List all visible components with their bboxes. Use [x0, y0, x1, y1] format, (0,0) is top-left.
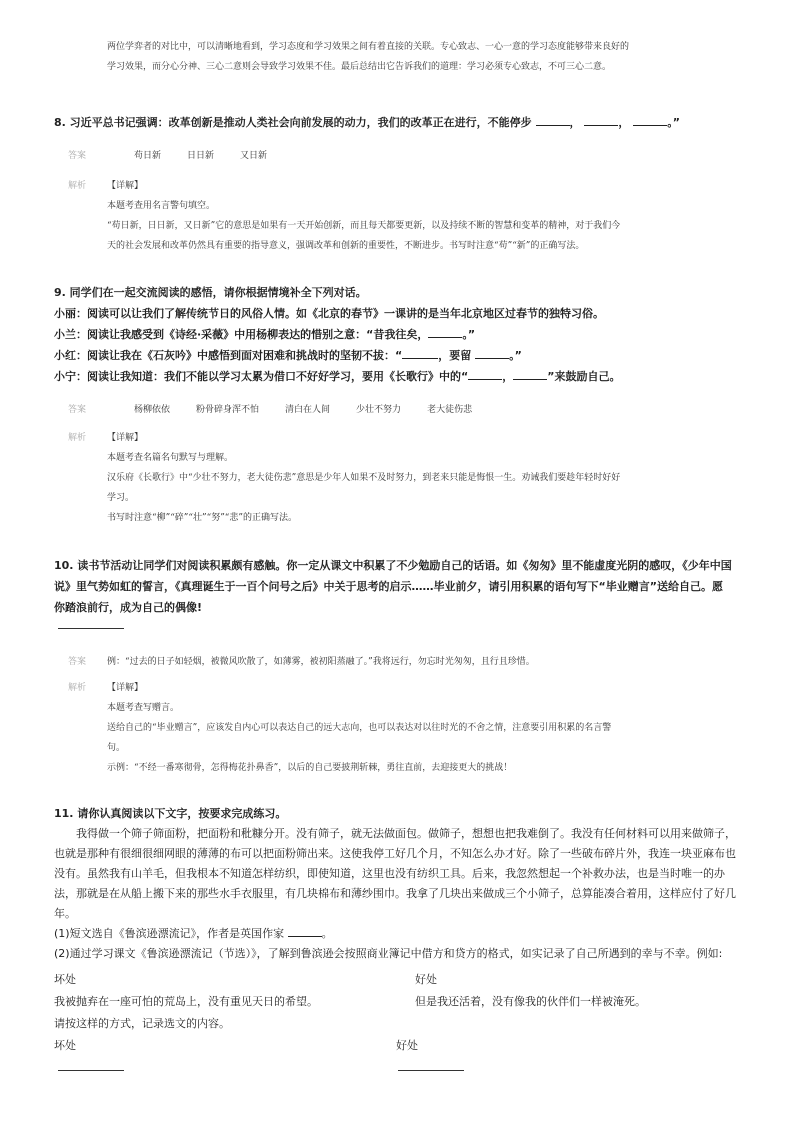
answer-line-bad[interactable]: [58, 1070, 124, 1071]
answer-item: 例：“过去的日子如轻烟，被微风吹散了，如薄雾，被初阳蒸融了。”我将远行，勿忘时光匆匆，且行且珍惜。: [107, 657, 535, 667]
answer-label: 答案: [68, 151, 87, 161]
question-11-title: 11. 请你认真阅读以下文字，按要求完成练习。: [54, 807, 287, 820]
question-10-title-line: 10. 读书节活动让同学们对阅读积累颇有感触。你一定从课文中积累了不少勉励自己的话语。如《匆匆》里不能虚度光阴的感叹，《少年中国: [54, 559, 732, 572]
explanation-line: 两位学弈者的对比中，可以清晰地看到，学习态度和学习效果之间有着直接的关联。专心致志、一心一意的学习态度能够带来良好的: [107, 42, 630, 52]
analysis-line: 本题考查名篇名句默写与理解。: [107, 453, 234, 463]
passage-line: 也就是那种有很细很细网眼的薄薄的布可以把面粉筛出来。这使我停工好几个月，不知怎么办才好。除了一些破布碎片外，我连一块亚麻布也: [54, 847, 736, 860]
question-9-analysis: [68, 428, 748, 528]
answer-item: 日日新: [187, 151, 215, 161]
dialogue-line-xiaohong: 小红：阅读让我在《石灰吟》中感悟到面对困难和挑战时的坚韧不拔：“ ，要留 。”: [54, 349, 522, 362]
question-10-answer: [68, 654, 535, 667]
analysis-label: 解析: [68, 181, 87, 191]
answer-item: 苟日新: [134, 151, 162, 161]
analysis-line: 书写时注意“柳”“碎”“壮”“努”“悲”的正确写法。: [107, 513, 298, 523]
answer-blank[interactable]: [288, 926, 322, 937]
question-10-analysis: [68, 678, 748, 778]
good-label: 好处: [396, 1039, 418, 1052]
bad-label: 坏处: [54, 973, 76, 986]
example-good: 但是我还活着，没有像我的伙伴们一样被淹死。: [415, 995, 646, 1008]
explanation-line: 学习效果，而分心分神、三心二意则会导致学习效果不佳。最后总结出它告诉我们的道理：学习必须专心致志，不可三心二意。: [107, 62, 612, 72]
answer-blank[interactable]: [536, 115, 570, 126]
question-8-answer: [68, 148, 267, 161]
good-label: 好处: [415, 973, 437, 986]
answer-label: 答案: [68, 405, 87, 415]
detail-label: 【详解】: [107, 181, 144, 191]
analysis-line: “苟日新，日日新，又日新”它的意思是如果有一天开始创新，而且每天都要更新，以及持续不断的智慧和变革的精神，对于我们今: [107, 221, 621, 231]
analysis-line: 句。: [107, 743, 126, 753]
dialogue-line-xiaoli: 小丽：阅读可以让我们了解传统节日的风俗人情。如《北京的春节》一课讲的是当年北京地区过春节的独特习俗。: [54, 307, 604, 320]
answer-blank[interactable]: [475, 348, 509, 359]
question-10-title-line: 说》里气势如虹的誓言，《真理诞生于一百个问号之后》中关于思考的启示……毕业前夕，请引用积累的语句写下“毕业赠言”送给自己。愿: [54, 580, 723, 593]
answer-label: 答案: [68, 657, 87, 667]
analysis-line: 示例：“不经一番寒彻骨，怎得梅花扑鼻香”，以后的自己要披荆斩棘，勇往直前，去迎接更大的挑战！: [107, 763, 513, 773]
answer-blank[interactable]: [428, 327, 462, 338]
example-bad: 我被抛弃在一座可怕的荒岛上，没有重见天日的希望。: [54, 995, 318, 1008]
answer-blank[interactable]: [468, 369, 502, 380]
analysis-line: 天的社会发展和改革仍然具有重要的指导意义，强调改革和创新的重要性，不断进步。书写时注意“苟”“新”的正确写法。: [107, 241, 585, 251]
passage-line: 法，那就是在从船上搬下来的那些水手衣服里，有几块棉布和薄纱围巾。我拿了几块出来做成三个小筛子，总算能凑合着用，这样应付了好几: [54, 887, 736, 900]
question-10: [54, 555, 774, 618]
analysis-line: 汉乐府《长歌行》中“少壮不努力，老大徒伤悲”意思是少年人如果不及时努力，到老来只能是悔恨一生。劝诫我们要趁年轻时好好: [107, 473, 621, 483]
question-11-passage: [54, 824, 774, 964]
answer-line-good[interactable]: [398, 1070, 464, 1071]
detail-label: 【详解】: [107, 433, 144, 443]
answer-item: 又日新: [240, 151, 268, 161]
question-8-title: 8. 习近平总书记强调：改革创新是推动人类社会向前发展的动力，我们的改革正在进行，不能停步 ， ， 。”: [54, 116, 680, 129]
passage-line: 没有。虽然我有山羊毛，但我根本不知道怎样纺织，即使知道，这里也没有纺织工具。后来，我忽然想起一个补救办法，也是当时唯一的办: [54, 867, 725, 880]
top-explanation: [107, 37, 747, 77]
question-8-analysis: [68, 176, 748, 256]
dialogue-line-xiaoning: 小宁：阅读让我知道：我们不能以学习太累为借口不好好学习，要用《长歌行》中的“ ， ”来鼓励自己。: [54, 370, 621, 383]
answer-item: 粉骨碎身浑不怕: [196, 405, 260, 415]
analysis-line: 本题考查写赠言。: [107, 703, 180, 713]
passage-line: 年。: [54, 907, 76, 920]
question-8: [54, 113, 754, 133]
answer-line[interactable]: [58, 628, 124, 629]
analysis-label: 解析: [68, 683, 87, 693]
question-9-title: 9. 同学们在一起交流阅读的感悟，请你根据情境补全下列对话。: [54, 286, 367, 299]
answer-item: 少壮不努力: [356, 405, 402, 415]
question-9: [54, 282, 774, 387]
answer-blank[interactable]: [584, 115, 618, 126]
analysis-line: 本题考查用名言警句填空。: [107, 201, 216, 211]
answer-item: 清白在人间: [285, 405, 331, 415]
answer-blank[interactable]: [402, 348, 438, 359]
answer-item: 老大徒伤悲: [427, 405, 473, 415]
answer-blank[interactable]: [633, 115, 667, 126]
sub-question-2: (2)通过学习课文《鲁滨逊漂流记（节选）》，了解到鲁滨逊会按照商业簿记中借方和贷方的格式，如实记录了自己所遇到的幸与不幸。例如:: [54, 947, 723, 960]
analysis-line: 送给自己的“毕业赠言”，应该发自内心可以表达自己的远大志向，也可以表达对以往时光的不舍之情，注意要引用积累的名言警: [107, 723, 612, 733]
detail-label: 【详解】: [107, 683, 144, 693]
bad-label: 坏处: [54, 1039, 76, 1052]
analysis-line: 学习。: [107, 493, 135, 503]
question-9-answer: [68, 402, 472, 415]
dialogue-line-xiaolan: 小兰：阅读让我感受到《诗经·采薇》中用杨柳表达的惜别之意：“昔我往矣， 。”: [54, 328, 476, 341]
analysis-label: 解析: [68, 433, 87, 443]
instruction: 请按这样的方式，记录选文的内容。: [54, 1017, 230, 1030]
question-10-title-line: 你踏浪前行，成为自己的偶像!: [54, 601, 203, 614]
passage-line: 我得做一个筛子筛面粉，把面粉和秕糠分开。没有筛子，就无法做面包。做筛子，想想也把我难倒了。我没有任何材料可以用来做筛子，: [76, 827, 736, 840]
sub-question-1: (1)短文选自《鲁滨逊漂流记》，作者是英国作家 。: [54, 927, 333, 940]
answer-blank[interactable]: [513, 369, 547, 380]
answer-item: 杨柳依依: [134, 405, 171, 415]
